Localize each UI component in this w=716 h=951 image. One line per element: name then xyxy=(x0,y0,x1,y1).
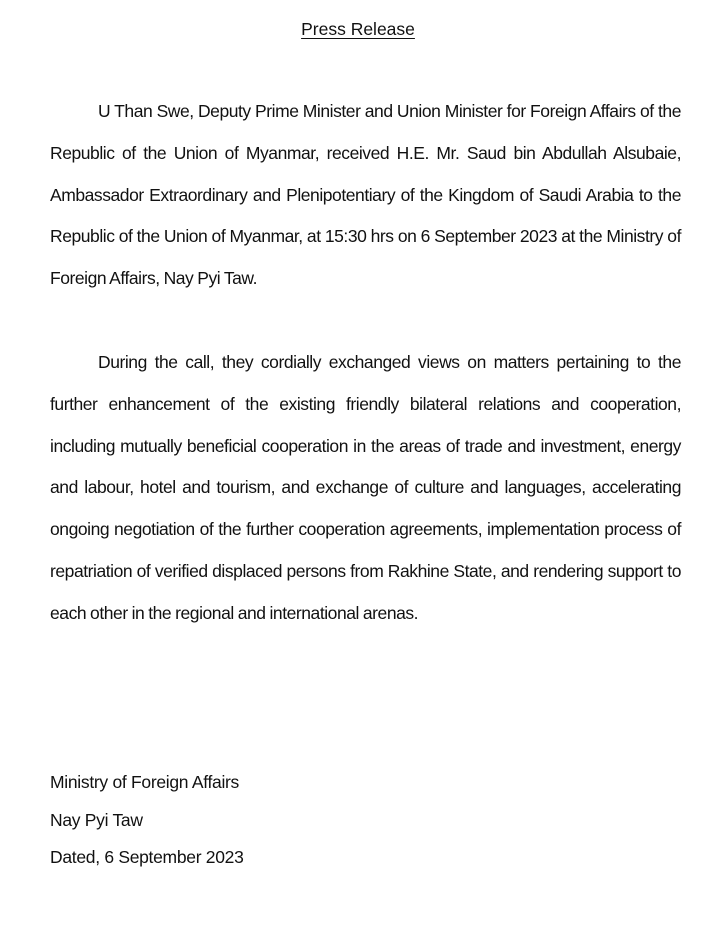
signature-location: Nay Pyi Taw xyxy=(50,809,143,830)
signature-organization: Ministry of Foreign Affairs xyxy=(50,772,240,792)
page-title: Press Release xyxy=(301,19,415,39)
signature-date: Dated, 6 September 2023 xyxy=(50,847,244,867)
body-paragraph-1: U Than Swe, Deputy Prime Minister and Union Minister for Foreign Affairs of the Republic of the Union of Myanmar, received H.E. Mr. Saud bin Abdullah Alsubaie, Ambassador Extraordinary and Plenipotentiary of the Kingdom of Saudi Arabia to the Republic of the Union of Myanmar, at 15:30 hrs on 6 September 2023 at the Ministry of Foreign Affairs, Nay Pyi Taw. xyxy=(50,101,681,289)
body-paragraph-2: During the call, they cordially exchanged views on matters pertaining to the further enhancement of the existing friendly bilateral relations and cooperation, including mutually beneficial cooperation in the areas of trade and investment, energy and labour, hotel and tourism, and exchange of culture and languages, accelerating ongoing negotiation of the further cooperation agreements, implementation process of repatriation of verified displaced persons from Rakhine State, and rendering support to each other in the regional and international arenas. xyxy=(50,352,681,623)
signature-block xyxy=(50,768,244,881)
